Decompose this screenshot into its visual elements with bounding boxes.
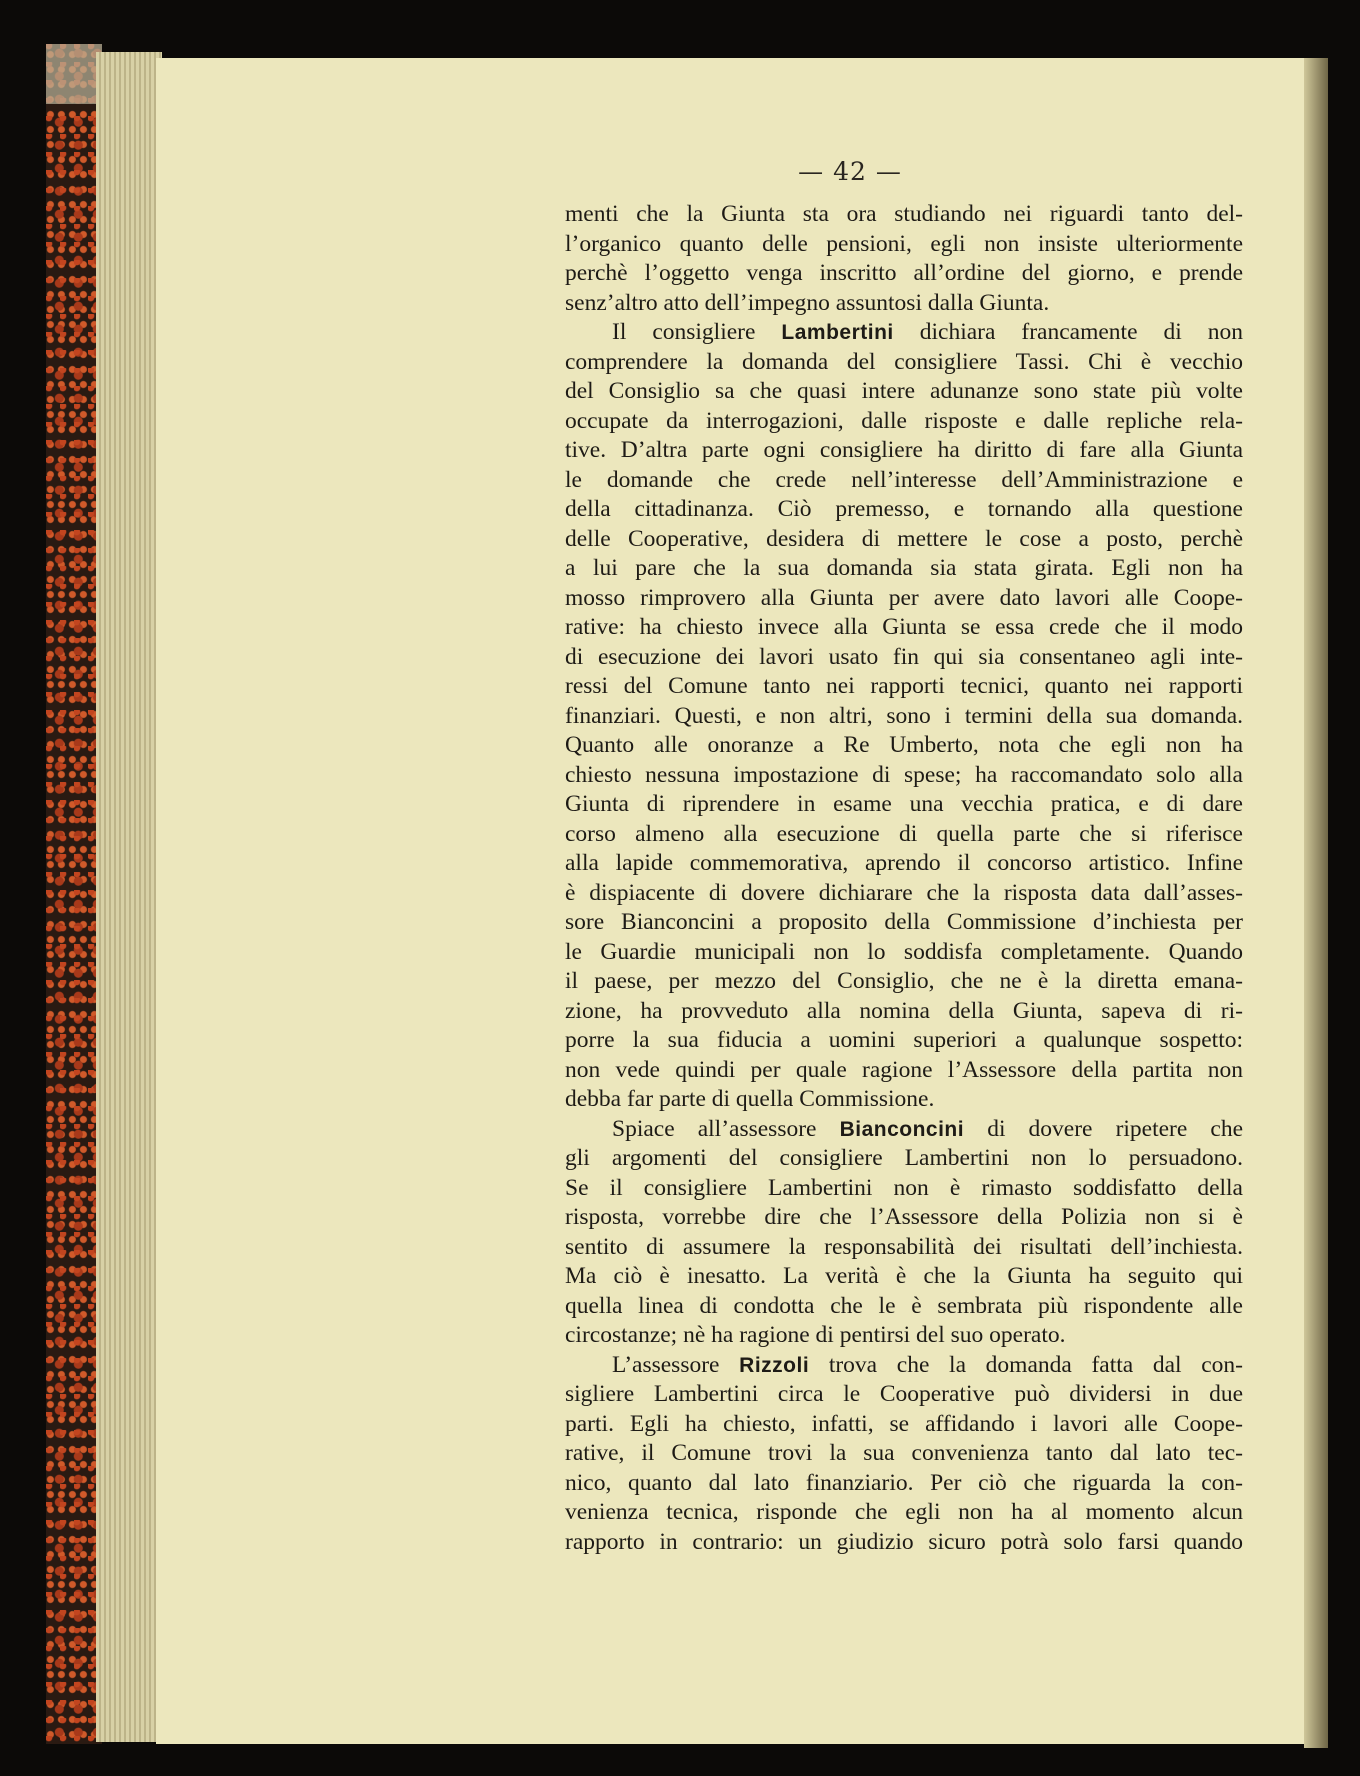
paragraph-first-line xyxy=(565,318,1243,348)
text-line: comprendere la domanda del consigliere Tassi. Chi è vecchio xyxy=(565,348,1243,375)
text-line: Quanto alle onoranze a Re Umberto, nota che egli non ha xyxy=(565,732,1243,758)
text-line: chiesto nessuna impostazione di spese; ha raccomandato solo alla xyxy=(565,761,1243,788)
text-line: porre la sua fiducia a uomini superiori a qualunque sospetto: xyxy=(565,1027,1243,1053)
paragraph-prefix: L’assessore xyxy=(612,1351,720,1378)
text-line: sigliere Lambertini circa le Cooperative può dividersi in due xyxy=(565,1381,1243,1407)
text-line: zione, ha provveduto alla nomina della Giunta, sapeva di ri- xyxy=(565,997,1243,1024)
text-line: di esecuzione dei lavori usato fin qui sia consentaneo agli inte- xyxy=(565,643,1243,670)
text-line: del Consiglio sa che quasi intere adunanze sono state più volte xyxy=(565,378,1243,404)
text-line: è dispiacente di dovere dichiarare che la risposta data dall’asses- xyxy=(565,879,1243,906)
text-line: venienza tecnica, risponde che egli non ha al momento alcun xyxy=(565,1499,1243,1525)
text-line: Se il consigliere Lambertini non è rimasto soddisfatto della xyxy=(565,1174,1243,1201)
text-line: mosso rimprovero alla Giunta per avere dato lavori alle Coope- xyxy=(565,584,1243,611)
text-line: ressi del Comune tanto nei rapporti tecnici, quanto nei rapporti xyxy=(565,673,1243,699)
text-line: alla lapide commemorativa, aprendo il concorso artistico. Infine xyxy=(565,850,1243,876)
text-line: finanziari. Questi, e non altri, sono i termini della sua domanda. xyxy=(565,702,1243,729)
text-line: della cittadinanza. Ciò premesso, e tornando alla questione xyxy=(565,496,1243,522)
body-text xyxy=(565,200,1243,1557)
text-line: rative, il Comune trovi la sua convenienza tanto dal lato tec- xyxy=(565,1440,1243,1466)
text-line: risposta, vorrebbe dire che l’Assessore della Polizia non si è xyxy=(565,1204,1243,1230)
text-line: Giunta di riprendere in esame una vecchia pratica, e di dare xyxy=(565,791,1243,817)
text-line: le domande che crede nell’interesse dell’Amministrazione e xyxy=(565,466,1243,493)
text-line: sore Bianconcini a proposito della Commissione d’inchiesta per xyxy=(565,909,1243,935)
text-line: parti. Egli ha chiesto, infatti, se affidando i lavori alle Coope- xyxy=(565,1410,1243,1437)
text-line: perchè l’oggetto venga inscritto all’ordine del giorno, e prende xyxy=(565,260,1243,286)
text-line: quella linea di condotta che le è sembrata più rispondente alle xyxy=(565,1292,1243,1319)
text-line: menti che la Giunta sta ora studiando nei riguardi tanto del- xyxy=(565,201,1243,227)
text-line: rative: ha chiesto invece alla Giunta se essa crede che il modo xyxy=(565,614,1243,640)
text-line: delle Cooperative, desidera di mettere le cose a posto, perchè xyxy=(565,525,1243,552)
paragraph-prefix: Il consigliere xyxy=(612,319,756,345)
text-fragment: trova che la domanda fatta dal con- xyxy=(809,1351,1243,1378)
page-number: — 42 — xyxy=(798,157,902,186)
text-line: circostanze; nè ha ragione di pentirsi del suo operato. xyxy=(565,1322,1066,1348)
cover-corner xyxy=(46,44,102,104)
paragraph-first-line xyxy=(565,1115,1243,1145)
text-line: corso almeno alla esecuzione di quella parte che si riferisce xyxy=(565,820,1243,847)
text-line: l’organico quanto delle pensioni, egli non insiste ulteriormente xyxy=(565,230,1243,257)
text-line: Ma ciò è inesatto. La verità è che la Giunta ha seguito qui xyxy=(565,1263,1243,1289)
speaker-name: Bianconcini xyxy=(839,1117,965,1141)
text-fragment: di dovere ripetere che xyxy=(964,1115,1244,1142)
text-line: rapporto in contrario: un giudizio sicuro potrà solo farsi quando xyxy=(565,1528,1243,1555)
text-fragment: dichiara francamente di non xyxy=(893,319,1243,345)
text-line: debba far parte di quella Commissione. xyxy=(565,1086,935,1112)
page-edges xyxy=(96,52,162,1742)
text-line: senz’altro atto dell’impegno assuntosi dalla Giunta. xyxy=(565,289,1050,316)
text-line: tive. D’altra parte ogni consigliere ha diritto di fare alla Giunta xyxy=(565,437,1243,463)
paragraph-first-line xyxy=(565,1351,1243,1381)
text-line: le Guardie municipali non lo soddisfa completamente. Quando xyxy=(565,938,1243,965)
paragraph-prefix: Spiace all’assessore xyxy=(612,1115,817,1142)
marbled-cover xyxy=(46,44,102,1744)
text-line: non vede quindi per quale ragione l’Assessore della partita non xyxy=(565,1056,1243,1083)
text-line: occupate da interrogazioni, dalle risposte e dalle repliche rela- xyxy=(565,407,1243,434)
text-line: gli argomenti del consigliere Lambertini non lo persuadono. xyxy=(565,1145,1243,1171)
text-line: nico, quanto dal lato finanziario. Per ciò che riguarda la con- xyxy=(565,1469,1243,1496)
text-line: sentito di assumere la responsabilità dei risultati dell’inchiesta. xyxy=(565,1233,1243,1260)
text-line: il paese, per mezzo del Consiglio, che ne è la diretta emana- xyxy=(565,968,1243,994)
page-right-edge xyxy=(1304,58,1328,1748)
speaker-name: Rizzoli xyxy=(739,1353,810,1377)
text-line: a lui pare che la sua domanda sia stata girata. Egli non ha xyxy=(565,555,1243,581)
speaker-name: Lambertini xyxy=(781,321,894,344)
